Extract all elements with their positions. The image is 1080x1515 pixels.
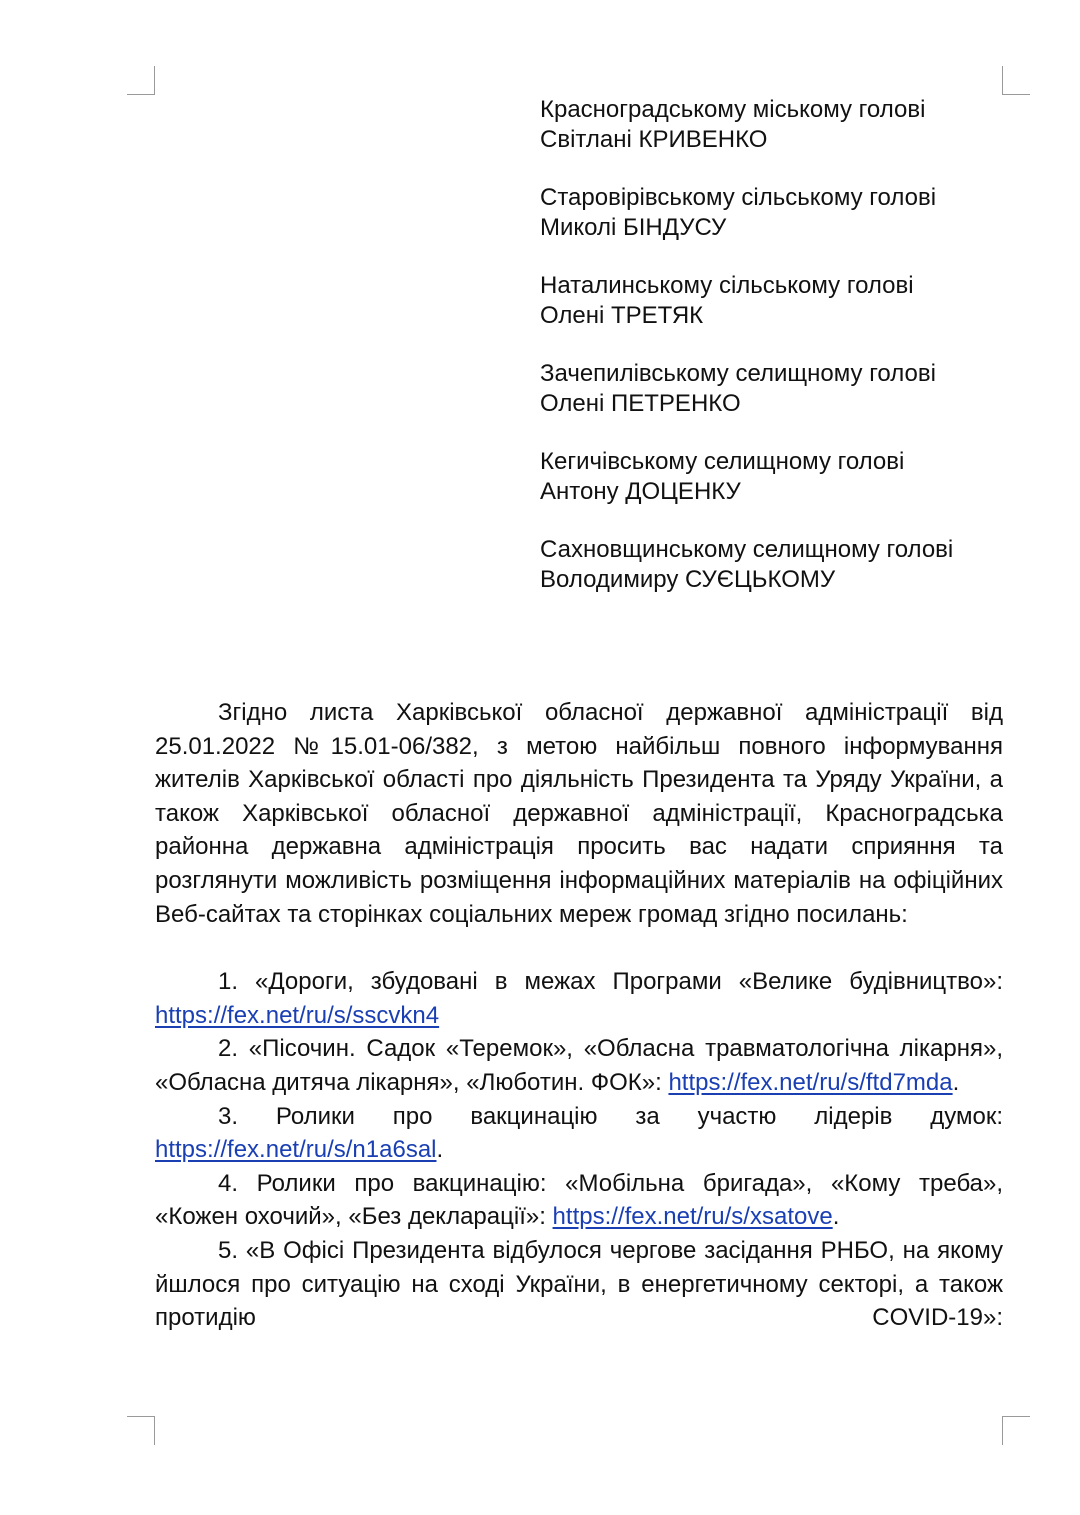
letter-body bbox=[155, 696, 1003, 1335]
page-corner-mark-top-right bbox=[1002, 66, 1030, 95]
addressee-title: Сахновщинському селищному голові bbox=[540, 536, 954, 563]
addressee-title: Старовірівському сільському голові bbox=[540, 184, 937, 211]
addressee-title: Красноградському міському голові bbox=[540, 96, 926, 123]
addressee bbox=[540, 359, 1020, 419]
addressee bbox=[540, 183, 1020, 243]
addressee-name: Олені ТРЕТЯК bbox=[540, 302, 704, 329]
list-item bbox=[155, 1100, 1003, 1167]
material-link[interactable]: https://fex.net/ru/s/ftd7mda bbox=[668, 1068, 953, 1096]
list-item bbox=[155, 1234, 1003, 1335]
list-item bbox=[155, 1032, 1003, 1099]
page-corner-mark-bottom-right bbox=[1002, 1416, 1030, 1445]
list-item bbox=[155, 965, 1003, 1032]
intro-paragraph: Згідно листа Харківської обласної державної адміністрації від 25.01.2022 №15.01-06/382, з метою найбільш повного інформування жителів Харківської області про діяльність Президента та Уряду України, а також Харківської обласної державної адміністрації, Красноградська районна державна адміністрація просить вас надати сприяння та розглянути можливість розміщення інформаційних матеріалів на офіційних Веб-сайтах та сторінках соціальних мереж громад згідно посилань: bbox=[155, 699, 1003, 928]
page-corner-mark-top-left bbox=[127, 66, 155, 95]
addressee bbox=[540, 535, 1020, 595]
list-item-text: 3. Ролики про вакцинацію за участю лідерів думок: bbox=[218, 1102, 1003, 1130]
addressee-title: Наталинському сільському голові bbox=[540, 272, 914, 299]
addressee-name: Миколі БІНДУСУ bbox=[540, 214, 727, 241]
addressee bbox=[540, 95, 1020, 155]
addressee-name: Антону ДОЦЕНКУ bbox=[540, 478, 741, 505]
material-link[interactable]: https://fex.net/ru/s/xsatove bbox=[552, 1203, 833, 1231]
material-link[interactable]: https://fex.net/ru/s/n1a6sal bbox=[155, 1136, 437, 1164]
list-item-text: 2. «Пісочин. Садок «Теремок», «Обласна травматологічна лікарня», «Обласна дитяча лікарня», «Люботин. ФОК»: bbox=[155, 1035, 1003, 1096]
material-link[interactable]: https://fex.net/ru/s/sscvkn4 bbox=[155, 1001, 440, 1029]
page-corner-mark-bottom-left bbox=[127, 1416, 155, 1445]
addressee-block bbox=[540, 95, 1020, 623]
addressee-title: Кегичівському селищному голові bbox=[540, 448, 905, 475]
addressee bbox=[540, 447, 1020, 507]
list-item bbox=[155, 1167, 1003, 1234]
list-item-text: 1. «Дороги, збудовані в межах Програми «Велике будівництво»: bbox=[218, 968, 1003, 996]
list-item-punctuation: . bbox=[952, 1068, 960, 1096]
addressee-name: Олені ПЕТРЕНКО bbox=[540, 390, 741, 417]
list-item-punctuation: . bbox=[436, 1136, 444, 1164]
addressee-title: Зачепилівському селищному голові bbox=[540, 360, 936, 387]
addressee-name: Володимиру СУЄЦЬКОМУ bbox=[540, 566, 836, 593]
list-item-text: 5. «В Офісі Президента відбулося чергове засідання РНБО, на якому йшлося про ситуацію на сході України, в енергетичному секторі, а також протидію COVID-19»: bbox=[155, 1236, 1003, 1332]
list-item-punctuation: . bbox=[832, 1203, 840, 1231]
list-item-text: 4. Ролики про вакцинацію: «Мобільна бригада», «Кому треба», «Кожен охочий», «Без декларації»: bbox=[155, 1169, 1003, 1231]
addressee bbox=[540, 271, 1020, 331]
addressee-name: Світлані КРИВЕНКО bbox=[540, 126, 768, 153]
